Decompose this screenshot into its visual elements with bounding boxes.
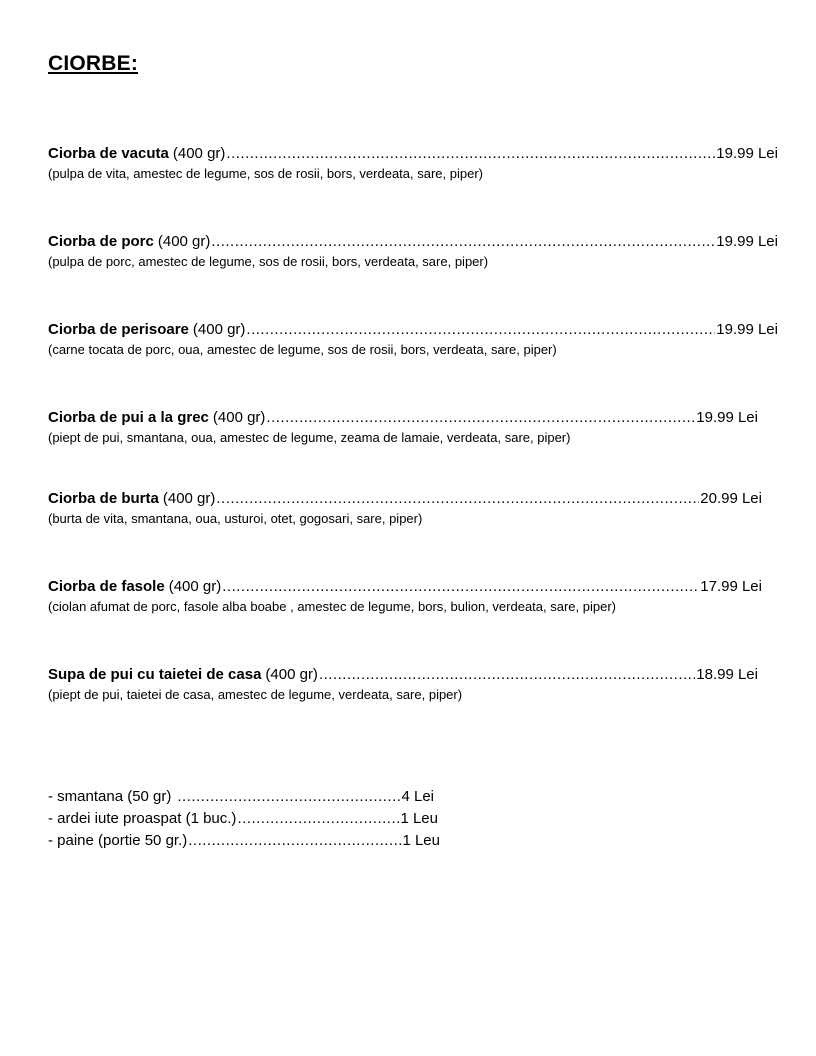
dot-leader (246, 321, 715, 339)
menu-item-line (48, 321, 778, 339)
dot-leader (319, 666, 695, 684)
extra-label: - paine (portie 50 gr.) (48, 832, 188, 849)
menu-item (48, 321, 778, 358)
menu-item (48, 490, 762, 527)
dot-leader (226, 145, 715, 163)
item-weight: (400 gr) (157, 233, 211, 250)
extra-item (48, 830, 440, 852)
menu-item-line (48, 145, 778, 163)
item-description: (ciolan afumat de porc, fasole alba boabe , amestec de legume, bors, bulion, verdeata, sare, piper) (48, 599, 616, 614)
item-name: Ciorba de perisoare (48, 321, 189, 338)
item-name: Ciorba de burta (48, 490, 159, 507)
menu-item-line (48, 490, 762, 508)
extra-item (48, 786, 434, 808)
dot-leader (177, 786, 400, 808)
extra-price: 4 Lei (401, 788, 434, 805)
item-description: (piept de pui, smantana, oua, amestec de legume, zeama de lamaie, verdeata, sare, piper) (48, 430, 571, 445)
menu-item (48, 233, 778, 270)
menu-item-line (48, 409, 758, 427)
extra-label: - ardei iute proaspat (1 buc.) (48, 810, 237, 827)
item-weight: (400 gr) (212, 409, 266, 426)
extra-price: 1 Leu (402, 832, 440, 849)
item-price: 19.99 Lei (696, 409, 758, 426)
item-price: 18.99 Lei (696, 666, 758, 683)
item-name: Ciorba de vacuta (48, 145, 169, 162)
section-heading: CIORBE: (48, 52, 139, 75)
item-price: 19.99 Lei (716, 321, 778, 338)
item-name: Supa de pui cu taietei de casa (48, 666, 262, 683)
dot-leader (237, 808, 399, 830)
dot-leader (188, 830, 401, 852)
item-weight: (400 gr) (162, 490, 216, 507)
dot-leader (211, 233, 715, 251)
extra-price: 1 Leu (400, 810, 438, 827)
dot-leader (216, 490, 699, 508)
menu-item (48, 578, 762, 615)
item-price: 17.99 Lei (700, 578, 762, 595)
menu-item (48, 666, 758, 703)
extra-label: - smantana (50 gr) (48, 788, 172, 805)
item-weight: (400 gr) (192, 321, 246, 338)
dot-leader (266, 409, 695, 427)
item-weight: (400 gr) (265, 666, 318, 683)
menu-item-line (48, 233, 778, 251)
menu-item-line (48, 666, 758, 684)
dot-leader (222, 578, 699, 596)
item-description: (pulpa de vita, amestec de legume, sos de rosii, bors, verdeata, sare, piper) (48, 166, 483, 181)
item-description: (burta de vita, smantana, oua, usturoi, otet, gogosari, sare, piper) (48, 511, 423, 526)
item-price: 19.99 Lei (716, 145, 778, 162)
menu-item (48, 145, 778, 182)
item-weight: (400 gr) (172, 145, 226, 162)
item-name: Ciorba de porc (48, 233, 154, 250)
extras-list (48, 786, 448, 852)
item-weight: (400 gr) (168, 578, 222, 595)
item-description: (pulpa de porc, amestec de legume, sos de rosii, bors, verdeata, sare, piper) (48, 254, 489, 269)
item-price: 19.99 Lei (716, 233, 778, 250)
item-name: Ciorba de pui a la grec (48, 409, 209, 426)
menu-item (48, 409, 758, 446)
item-description: (piept de pui, taietei de casa, amestec de legume, verdeata, sare, piper) (48, 687, 463, 702)
item-name: Ciorba de fasole (48, 578, 165, 595)
extra-item (48, 808, 438, 830)
menu-item-line (48, 578, 762, 596)
item-price: 20.99 Lei (700, 490, 762, 507)
item-description: (carne tocata de porc, oua, amestec de legume, sos de rosii, bors, verdeata, sare, piper) (48, 342, 557, 357)
